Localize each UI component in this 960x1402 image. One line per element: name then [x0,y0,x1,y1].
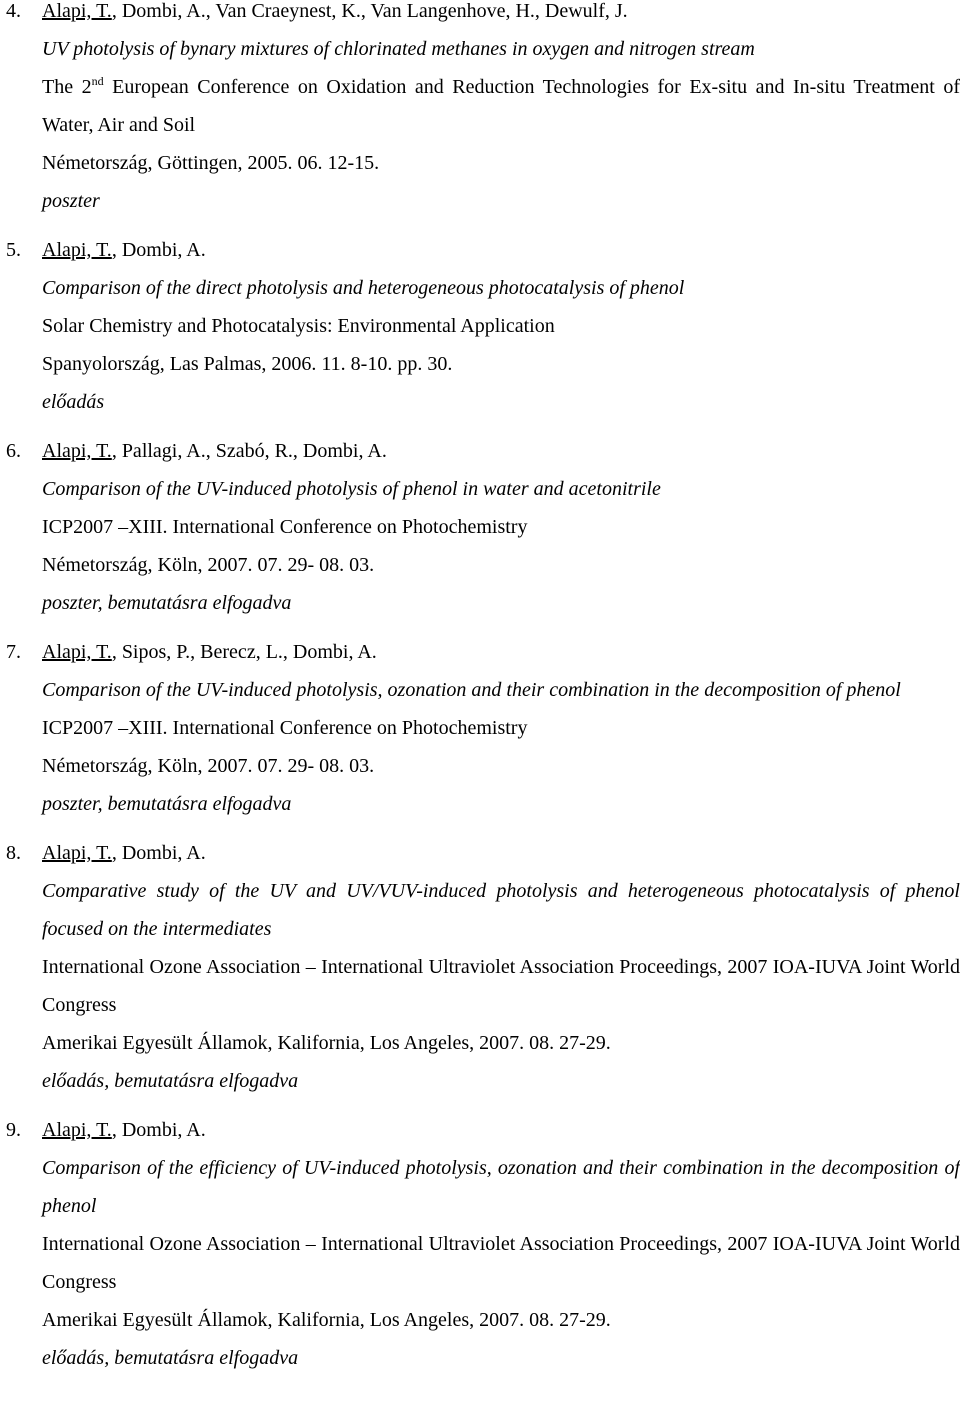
entry-title: Comparative study of the UV and UV/VUV-induced photolysis and heterogeneous photocatalysis of phenol focused on the intermediates [42,880,960,940]
co-authors: , Sipos, P., Berecz, L., Dombi, A. [111,641,377,663]
entry-authors [42,1111,960,1149]
entry-title: Comparison of the direct photolysis and heterogeneous photocatalysis of phenol [42,277,685,299]
entry-place-date: Németország, Göttingen, 2005. 06. 12-15. [42,152,380,174]
entry-venue: ICP2007 –XIII. International Conference on Photochemistry [42,516,528,538]
entry-authors [42,432,960,470]
entry-type: előadás, bemutatásra elfogadva [42,1070,299,1092]
lead-author: Alapi, T. [42,239,112,261]
entry-authors [42,231,960,269]
entry-authors [42,834,960,872]
entry-type: poszter, bemutatásra elfogadva [42,793,292,815]
entry-title: UV photolysis of bynary mixtures of chlorinated methanes in oxygen and nitrogen stream [42,38,755,60]
entry-type: poszter [42,190,100,212]
entry-venue: ICP2007 –XIII. International Conference on Photochemistry [42,717,528,739]
publication-entry [0,0,960,220]
co-authors: , Dombi, A. [111,1119,206,1141]
entry-type: előadás [42,391,105,413]
entry-number: 5. [6,239,21,261]
lead-author: Alapi, T. [42,1119,112,1141]
entry-number: 7. [6,641,21,663]
entry-place-date: Amerikai Egyesült Államok, Kalifornia, Los Angeles, 2007. 08. 27-29. [42,1309,611,1331]
lead-author: Alapi, T. [42,440,112,462]
entry-authors [42,0,960,30]
entry-venue: International Ozone Association – International Ultraviolet Association Proceedings, 2007 IOA-IUVA Joint World Congress [42,956,960,1016]
entry-authors [42,633,960,671]
entry-venue: International Ozone Association – International Ultraviolet Association Proceedings, 2007 IOA-IUVA Joint World Congress [42,1233,960,1293]
publication-entry [0,834,960,1100]
publication-entry [0,1111,960,1377]
co-authors: , Dombi, A. [111,239,206,261]
entry-place-date: Németország, Köln, 2007. 07. 29- 08. 03. [42,755,375,777]
entry-venue: Solar Chemistry and Photocatalysis: Environmental Application [42,315,555,337]
entry-place-date: Amerikai Egyesült Államok, Kalifornia, Los Angeles, 2007. 08. 27-29. [42,1032,611,1054]
entry-place-date: Németország, Köln, 2007. 07. 29- 08. 03. [42,554,375,576]
venue-text-rest: European Conference on Oxidation and Reduction Technologies for Ex-situ and In-situ Treatment of Water, Air and Soil [42,76,960,136]
entry-number: 6. [6,440,21,462]
venue-ordinal-suffix: nd [91,74,104,88]
entry-type: előadás, bemutatásra elfogadva [42,1347,299,1369]
entry-venue [42,68,960,144]
entry-place-date: Spanyolország, Las Palmas, 2006. 11. 8-10. pp. 30. [42,353,453,375]
publication-entry [0,432,960,622]
entry-number: 9. [6,1119,21,1141]
co-authors: , Pallagi, A., Szabó, R., Dombi, A. [111,440,387,462]
entry-number: 8. [6,842,21,864]
publication-entry [0,231,960,421]
co-authors: , Dombi, A. [111,842,206,864]
entry-title: Comparison of the UV-induced photolysis, ozonation and their combination in the decomposition of phenol [42,679,901,701]
venue-text-start: The 2 [42,76,92,98]
co-authors: , Dombi, A., Van Craeynest, K., Van Langenhove, H., Dewulf, J. [111,0,628,22]
entry-number: 4. [6,0,21,22]
lead-author: Alapi, T. [42,842,112,864]
entry-type: poszter, bemutatásra elfogadva [42,592,292,614]
entry-title: Comparison of the UV-induced photolysis of phenol in water and acetonitrile [42,478,661,500]
publication-entry [0,633,960,823]
lead-author: Alapi, T. [42,0,112,22]
entry-title: Comparison of the efficiency of UV-induced photolysis, ozonation and their combination in the decomposition of phenol [42,1157,960,1217]
lead-author: Alapi, T. [42,641,112,663]
